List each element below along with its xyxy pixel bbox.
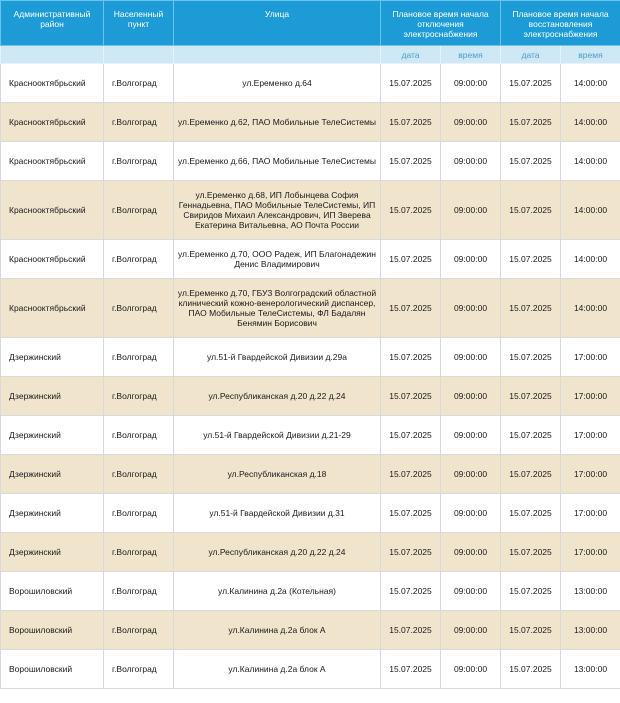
cell-district: Дзержинский — [1, 494, 104, 533]
header-street: Улица — [174, 1, 381, 46]
cell-restore-date: 15.07.2025 — [501, 416, 561, 455]
table-row — [1, 494, 620, 533]
table-row — [1, 338, 620, 377]
table-row — [1, 103, 620, 142]
cell-off-date: 15.07.2025 — [381, 64, 441, 103]
cell-street: ул.Калинина д.2а (Котельная) — [174, 572, 381, 611]
cell-restore-time: 14:00:00 — [561, 103, 620, 142]
cell-locality: г.Волгоград — [104, 181, 174, 240]
cell-restore-time: 17:00:00 — [561, 494, 620, 533]
cell-restore-time: 13:00:00 — [561, 572, 620, 611]
cell-off-time: 09:00:00 — [441, 455, 501, 494]
cell-restore-time: 14:00:00 — [561, 240, 620, 279]
cell-locality: г.Волгоград — [104, 377, 174, 416]
cell-restore-date: 15.07.2025 — [501, 533, 561, 572]
table-row — [1, 611, 620, 650]
cell-locality: г.Волгоград — [104, 64, 174, 103]
cell-restore-time: 17:00:00 — [561, 455, 620, 494]
cell-off-time: 09:00:00 — [441, 338, 501, 377]
cell-restore-time: 13:00:00 — [561, 650, 620, 689]
cell-off-date: 15.07.2025 — [381, 103, 441, 142]
subheader-empty — [1, 46, 104, 64]
cell-restore-time: 17:00:00 — [561, 377, 620, 416]
cell-street: ул.51-й Гвардейской Дивизии д.29а — [174, 338, 381, 377]
subheader-empty — [174, 46, 381, 64]
cell-off-date: 15.07.2025 — [381, 279, 441, 338]
cell-off-date: 15.07.2025 — [381, 455, 441, 494]
cell-street: ул.51-й Гвардейской Дивизии д.31 — [174, 494, 381, 533]
cell-off-date: 15.07.2025 — [381, 338, 441, 377]
cell-district: Дзержинский — [1, 533, 104, 572]
cell-street: ул.51-й Гвардейской Дивизии д.21-29 — [174, 416, 381, 455]
cell-off-time: 09:00:00 — [441, 416, 501, 455]
cell-street: ул.Республиканская д.20 д.22 д.24 — [174, 377, 381, 416]
cell-off-date: 15.07.2025 — [381, 494, 441, 533]
cell-off-date: 15.07.2025 — [381, 611, 441, 650]
cell-off-time: 09:00:00 — [441, 142, 501, 181]
cell-restore-time: 17:00:00 — [561, 416, 620, 455]
cell-restore-date: 15.07.2025 — [501, 650, 561, 689]
cell-street: ул.Калинина д.2а блок А — [174, 611, 381, 650]
cell-restore-time: 13:00:00 — [561, 611, 620, 650]
cell-locality: г.Волгоград — [104, 494, 174, 533]
cell-off-time: 09:00:00 — [441, 650, 501, 689]
table-row — [1, 455, 620, 494]
cell-off-date: 15.07.2025 — [381, 377, 441, 416]
cell-restore-date: 15.07.2025 — [501, 494, 561, 533]
header-district: Административный район — [1, 1, 104, 46]
cell-locality: г.Волгоград — [104, 142, 174, 181]
cell-locality: г.Волгоград — [104, 650, 174, 689]
cell-restore-date: 15.07.2025 — [501, 64, 561, 103]
subheader-off-time: время — [441, 46, 501, 64]
cell-restore-time: 14:00:00 — [561, 279, 620, 338]
cell-district: Дзержинский — [1, 455, 104, 494]
cell-restore-time: 17:00:00 — [561, 533, 620, 572]
cell-off-date: 15.07.2025 — [381, 533, 441, 572]
cell-off-date: 15.07.2025 — [381, 572, 441, 611]
cell-locality: г.Волгоград — [104, 533, 174, 572]
table-row — [1, 181, 620, 240]
cell-off-time: 09:00:00 — [441, 533, 501, 572]
cell-restore-time: 17:00:00 — [561, 338, 620, 377]
cell-street: ул.Республиканская д.18 — [174, 455, 381, 494]
cell-district: Краснооктябрьский — [1, 103, 104, 142]
cell-restore-date: 15.07.2025 — [501, 103, 561, 142]
table-row — [1, 377, 620, 416]
cell-restore-date: 15.07.2025 — [501, 240, 561, 279]
cell-locality: г.Волгоград — [104, 279, 174, 338]
cell-locality: г.Волгоград — [104, 416, 174, 455]
cell-restore-date: 15.07.2025 — [501, 338, 561, 377]
subheader-off-date: дата — [381, 46, 441, 64]
cell-off-date: 15.07.2025 — [381, 416, 441, 455]
cell-restore-date: 15.07.2025 — [501, 455, 561, 494]
header-locality: Населенный пункт — [104, 1, 174, 46]
cell-street: ул.Калинина д.2а блок А — [174, 650, 381, 689]
cell-restore-date: 15.07.2025 — [501, 572, 561, 611]
cell-restore-date: 15.07.2025 — [501, 377, 561, 416]
cell-off-date: 15.07.2025 — [381, 142, 441, 181]
cell-locality: г.Волгоград — [104, 455, 174, 494]
cell-street: ул.Еременко д.62, ПАО Мобильные ТелеСистемы — [174, 103, 381, 142]
cell-off-time: 09:00:00 — [441, 279, 501, 338]
cell-off-time: 09:00:00 — [441, 611, 501, 650]
table-row — [1, 240, 620, 279]
cell-district: Ворошиловский — [1, 611, 104, 650]
cell-off-time: 09:00:00 — [441, 240, 501, 279]
cell-off-time: 09:00:00 — [441, 181, 501, 240]
cell-off-time: 09:00:00 — [441, 494, 501, 533]
cell-street: ул.Республиканская д.20 д.22 д.24 — [174, 533, 381, 572]
cell-district: Краснооктябрьский — [1, 64, 104, 103]
cell-restore-date: 15.07.2025 — [501, 142, 561, 181]
header-restore-start: Плановое время начала восстановления электроснабжения — [501, 1, 620, 46]
cell-district: Дзержинский — [1, 377, 104, 416]
cell-restore-date: 15.07.2025 — [501, 279, 561, 338]
table-row — [1, 572, 620, 611]
table-row — [1, 279, 620, 338]
cell-locality: г.Волгоград — [104, 103, 174, 142]
header-off-start: Плановое время начала отключения электроснабжения — [381, 1, 501, 46]
cell-district: Дзержинский — [1, 416, 104, 455]
table-row — [1, 650, 620, 689]
cell-locality: г.Волгоград — [104, 338, 174, 377]
cell-district: Краснооктябрьский — [1, 181, 104, 240]
cell-street: ул.Еременко д.68, ИП Лобынцева София Геннадьевна, ПАО Мобильные ТелеСистемы, ИП Свиридов Михаил Александрович, ИП Зверева Екатерина Витальевна, АО Почта России — [174, 181, 381, 240]
cell-off-time: 09:00:00 — [441, 103, 501, 142]
cell-locality: г.Волгоград — [104, 572, 174, 611]
cell-off-date: 15.07.2025 — [381, 650, 441, 689]
cell-off-time: 09:00:00 — [441, 572, 501, 611]
table-row — [1, 64, 620, 103]
cell-district: Ворошиловский — [1, 572, 104, 611]
cell-off-time: 09:00:00 — [441, 377, 501, 416]
cell-street: ул.Еременко д.66, ПАО Мобильные ТелеСистемы — [174, 142, 381, 181]
cell-off-date: 15.07.2025 — [381, 240, 441, 279]
cell-restore-date: 15.07.2025 — [501, 181, 561, 240]
cell-street: ул.Еременко д.70, ООО Радеж, ИП Благонадежин Денис Владимирович — [174, 240, 381, 279]
cell-street: ул.Еременко д.64 — [174, 64, 381, 103]
table-row — [1, 416, 620, 455]
table-row — [1, 142, 620, 181]
subheader-empty — [104, 46, 174, 64]
subheader-restore-time: время — [561, 46, 620, 64]
cell-district: Краснооктябрьский — [1, 240, 104, 279]
cell-district: Ворошиловский — [1, 650, 104, 689]
cell-district: Дзержинский — [1, 338, 104, 377]
cell-off-time: 09:00:00 — [441, 64, 501, 103]
cell-district: Краснооктябрьский — [1, 142, 104, 181]
cell-restore-time: 14:00:00 — [561, 142, 620, 181]
cell-locality: г.Волгоград — [104, 611, 174, 650]
cell-off-date: 15.07.2025 — [381, 181, 441, 240]
table-row — [1, 533, 620, 572]
cell-district: Краснооктябрьский — [1, 279, 104, 338]
cell-restore-time: 14:00:00 — [561, 64, 620, 103]
cell-restore-date: 15.07.2025 — [501, 611, 561, 650]
cell-locality: г.Волгоград — [104, 240, 174, 279]
cell-street: ул.Еременко д.70, ГБУЗ Волгоградский областной клинический кожно-венерологический диспансер, ПАО Мобильные ТелеСистемы, ФЛ Бадалян Бенямин Борисович — [174, 279, 381, 338]
cell-restore-time: 14:00:00 — [561, 181, 620, 240]
subheader-restore-date: дата — [501, 46, 561, 64]
